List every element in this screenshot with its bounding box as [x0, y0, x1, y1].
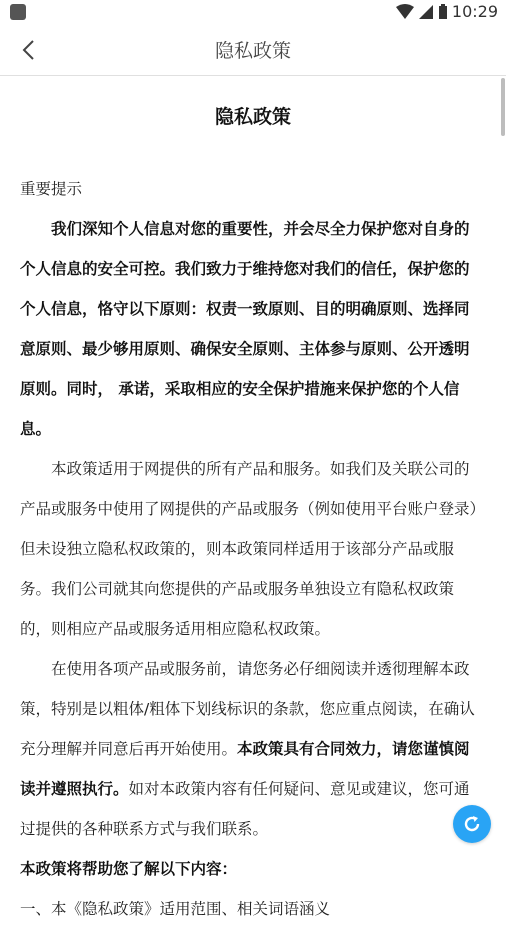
refresh-button[interactable]	[453, 805, 491, 843]
status-bar	[0, 0, 506, 25]
read-text-after: 如对本政策内容有任何疑问、意见或建议，您可通过提供的各种联系方式与我们联系。	[20, 780, 470, 838]
status-time: 10:29	[451, 2, 498, 21]
battery-icon	[438, 4, 448, 20]
toc-heading: 本政策将帮助您了解以下内容：	[20, 860, 238, 878]
scrollbar[interactable]	[501, 78, 505, 136]
nav-bar	[0, 25, 506, 76]
intro-bold-paragraph: 我们深知个人信息对您的重要性，并会尽全力保护您对自身的个人信息的安全可控。我们致力于维持您对我们的信任，保护您的个人信息，恪守以下原则：权责一致原则、目的明确原则、选择同意原则、最少够用原则、确保安全原则、主体参与原则、公开透明原则。同时， 承诺，采取相应的安全保护措施来保护您的个人信息。	[20, 220, 470, 438]
document-title: 隐私政策	[214, 106, 291, 128]
read-text-before: 在使用各项产品或服务前，请您务必仔细阅读并透彻理解本政策，特别是以粗体/粗体下划线标识的条款，您应重点阅读，在确认充分理解并同意后再开始使用。	[20, 660, 475, 758]
scope-paragraph: 本政策适用于网提供的所有产品和服务。如我们及关联公司的产品或服务中使用了网提供的产品或服务（例如使用平台账户登录）但未设独立隐私权政策的，则本政策同样适用于该部分产品或服务。我们公司就其向您提供的产品或服务单独设立有隐私权政策的，则相应产品或服务适用相应隐私权政策。	[20, 460, 478, 638]
policy-content[interactable]	[0, 76, 506, 918]
read-carefully-paragraph	[20, 649, 484, 849]
signal-icon	[418, 4, 434, 20]
toc-item: 一、本《隐私政策》适用范围、相关词语涵义	[20, 900, 331, 918]
contract-effect-bold: 本政策具有合同效力，请您谨慎阅读并遵照执行。	[20, 740, 470, 798]
status-icons	[396, 2, 498, 21]
refresh-icon	[461, 813, 483, 835]
wifi-icon	[396, 4, 414, 20]
notification-icon	[10, 4, 26, 20]
notice-heading: 重要提示	[20, 180, 83, 198]
page-title: 隐私政策	[214, 40, 291, 62]
